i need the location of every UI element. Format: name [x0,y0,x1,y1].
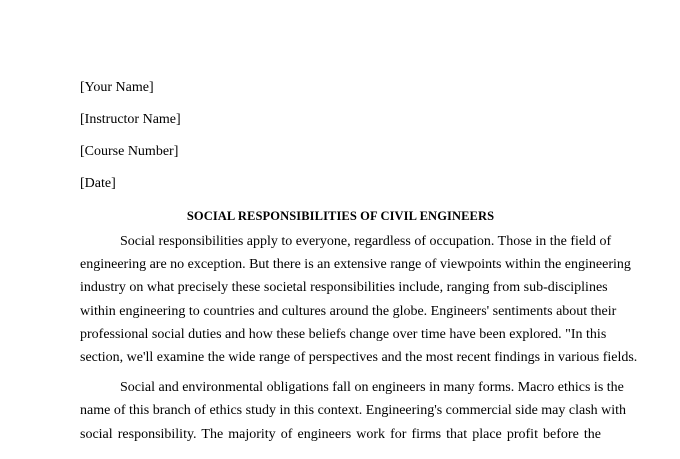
date: [Date] [80,176,116,191]
paragraph-1-line: professional social duties and how these beliefs change over time have been explored. "In this [80,326,607,342]
paragraph-2-line: name of this branch of ethics study in this context. Engineering's commercial side may clash with [80,403,627,419]
document-title: SOCIAL RESPONSIBILITIES OF CIVIL ENGINEERS [186,209,495,223]
paragraph-1-line: engineering are no exception. But there is an extensive range of viewpoints within the engineering [80,257,631,273]
paragraph-1-line: industry on what precisely these societal responsibilities include, ranging from sub-disciplines [80,280,608,296]
paragraph-2 [80,376,627,446]
paragraph-1-line: section, we'll examine the wide range of perspectives and the most recent findings in various fields. [80,349,638,365]
course-number: [Course Number] [80,144,179,159]
paragraph-2-line: Social and environmental obligations fall on engineers in many forms. Macro ethics is the [120,380,624,396]
paragraph-1-line: Social responsibilities apply to everyone, regardless of occupation. Those in the field of [120,234,612,249]
student-name: [Your Name] [80,80,154,95]
instructor-name: [Instructor Name] [80,112,181,127]
paragraph-1-line: within engineering to countries and cultures around the globe. Engineers' sentiments about their [80,303,617,319]
document-body [80,78,638,453]
paragraph-2-line: social responsibility. The majority of engineers work for firms that place profit before the [80,426,601,442]
paragraph-1 [80,230,638,369]
